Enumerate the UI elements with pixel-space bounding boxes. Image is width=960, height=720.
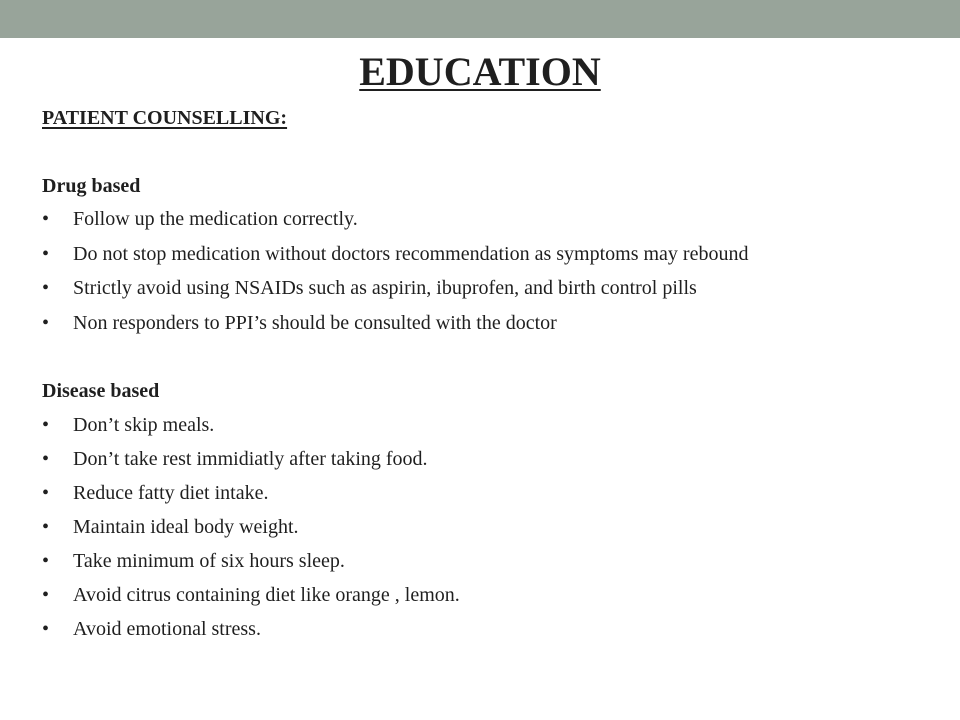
drug-based-list xyxy=(42,207,748,345)
slide-title-text: EDUCATION xyxy=(359,49,601,94)
disease-based-list xyxy=(42,413,460,651)
list-item-text: Strictly avoid using NSAIDs such as aspirin, ibuprofen, and birth control pills xyxy=(73,277,697,299)
list-item xyxy=(42,242,748,277)
list-item-text: Non responders to PPI’s should be consulted with the doctor xyxy=(73,311,557,334)
list-item-text: Avoid emotional stress. xyxy=(73,618,261,640)
bullet-icon: • xyxy=(42,516,50,538)
list-item xyxy=(42,515,460,549)
list-item-text: Don’t skip meals. xyxy=(73,414,215,436)
list-item xyxy=(42,617,460,651)
list-item-text: Do not stop medication without doctors recommendation as symptoms may rebound xyxy=(73,242,749,265)
bullet-icon: • xyxy=(42,448,50,470)
list-item xyxy=(42,311,748,346)
list-item-text: Don’t take rest immidiatly after taking food. xyxy=(73,448,428,470)
list-item xyxy=(42,583,460,617)
list-item xyxy=(42,207,748,242)
bullet-icon: • xyxy=(42,311,50,334)
drug-based-heading: Drug based xyxy=(42,175,141,197)
top-accent-bar xyxy=(0,0,960,38)
list-item-text: Reduce fatty diet intake. xyxy=(73,482,269,504)
bullet-icon: • xyxy=(42,208,50,230)
list-item-text: Maintain ideal body weight. xyxy=(73,516,299,538)
disease-based-heading: Disease based xyxy=(42,380,160,402)
bullet-icon: • xyxy=(42,618,50,640)
patient-counselling-heading: PATIENT COUNSELLING: xyxy=(42,107,288,129)
list-item xyxy=(42,276,748,311)
list-item xyxy=(42,413,460,447)
list-item xyxy=(42,481,460,515)
bullet-icon: • xyxy=(42,584,50,606)
slide-title xyxy=(0,50,960,94)
list-item xyxy=(42,447,460,481)
list-item-text: Take minimum of six hours sleep. xyxy=(73,550,345,572)
bullet-icon: • xyxy=(42,482,50,504)
bullet-icon: • xyxy=(42,414,50,436)
list-item-text: Avoid citrus containing diet like orange , lemon. xyxy=(73,584,460,606)
list-item-text: Follow up the medication correctly. xyxy=(73,208,358,230)
bullet-icon: • xyxy=(42,550,50,572)
list-item xyxy=(42,549,460,583)
bullet-icon: • xyxy=(42,242,50,265)
bullet-icon: • xyxy=(42,277,50,299)
